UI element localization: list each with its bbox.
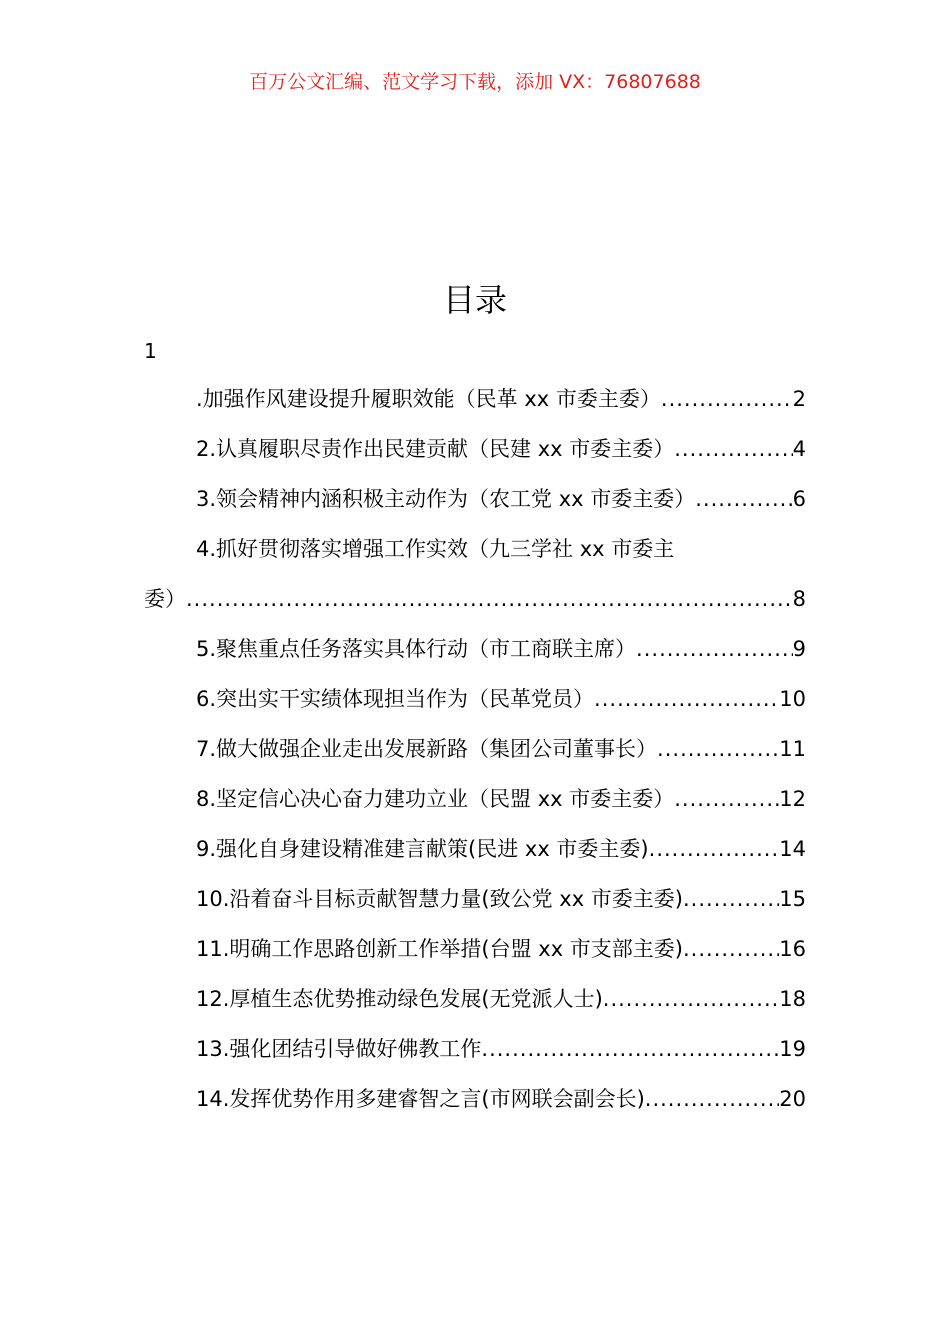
toc-entry-2[interactable] bbox=[144, 432, 806, 482]
toc-page-number: 6 bbox=[792, 487, 806, 511]
toc-entry-title: 2.认真履职尽责作出民建贡献（民建 xx 市委主委） bbox=[196, 437, 675, 461]
toc-page-number: 20 bbox=[779, 1087, 806, 1111]
toc-leader-dots bbox=[603, 982, 779, 1016]
toc-entry-title: 4.抓好贯彻落实增强工作实效（九三学社 xx 市委主 bbox=[196, 537, 675, 561]
toc-entry-title: 5.聚焦重点任务落实具体行动（市工商联主席） bbox=[196, 637, 637, 661]
toc-leader-dots bbox=[649, 832, 780, 866]
toc-leader-dots bbox=[186, 582, 793, 616]
toc-page-number: 19 bbox=[779, 1037, 806, 1061]
toc-leader-dots bbox=[674, 432, 792, 466]
toc-entry-7[interactable] bbox=[144, 732, 806, 782]
toc-leader-dots bbox=[636, 632, 793, 666]
toc-entry-8[interactable] bbox=[144, 782, 806, 832]
toc-entry-title: 10.沿着奋斗目标贡献智慧力量(致公党 xx 市委主委) bbox=[196, 887, 683, 911]
toc-page-number: 9 bbox=[792, 637, 806, 661]
toc-entry-title: 12.厚植生态优势推动绿色发展(无党派人士) bbox=[196, 987, 603, 1011]
toc-leader-dots bbox=[683, 882, 779, 916]
toc-leader-dots bbox=[657, 732, 779, 766]
toc-entry-1[interactable] bbox=[144, 382, 806, 432]
toc-page-number: 4 bbox=[792, 437, 806, 461]
toc-entry-title: 3.领会精神内涵积极主动作为（农工党 xx 市委主委） bbox=[196, 487, 696, 511]
page-title: 目录 bbox=[442, 281, 507, 319]
toc-leader-dots bbox=[683, 932, 779, 966]
toc-page-number: 2 bbox=[792, 387, 806, 411]
toc-entry-title: 11.明确工作思路创新工作举措(台盟 xx 市支部主委) bbox=[196, 937, 683, 961]
toc-page-number: 10 bbox=[779, 687, 806, 711]
toc-page-number: 8 bbox=[792, 587, 806, 611]
toc-entry-11[interactable] bbox=[144, 932, 806, 982]
toc-entry-4-line-1[interactable] bbox=[144, 532, 806, 582]
toc-entry-3[interactable] bbox=[144, 482, 806, 532]
toc-entry-title: .加强作风建设提升履职效能（民革 xx 市委主委） bbox=[196, 387, 661, 411]
toc-entry-6[interactable] bbox=[144, 682, 806, 732]
toc-leader-dots bbox=[695, 482, 792, 516]
toc-page-number: 12 bbox=[779, 787, 806, 811]
toc-entry-title: 9.强化自身建设精准建言献策(民进 xx 市委主委) bbox=[196, 837, 649, 861]
toc-page-number: 11 bbox=[779, 737, 806, 761]
toc-entry-title: 7.做大做强企业走出发展新路（集团公司董事长） bbox=[196, 737, 658, 761]
header-watermark-note: 百万公文汇编、范文学习下载，添加 VX：76807688 bbox=[249, 71, 701, 93]
section-number: 1 bbox=[144, 339, 157, 363]
toc-entry-12[interactable] bbox=[144, 982, 806, 1032]
toc-entry-title: 6.突出实干实绩体现担当作为（民革党员） bbox=[196, 687, 595, 711]
toc-page-number: 15 bbox=[779, 887, 806, 911]
toc-entry-13[interactable] bbox=[144, 1032, 806, 1082]
toc-entry-9[interactable] bbox=[144, 832, 806, 882]
toc-entry-14[interactable] bbox=[144, 1082, 806, 1132]
toc-entry-title: 13.强化团结引导做好佛教工作 bbox=[196, 1037, 482, 1061]
toc-entry-4-line-2[interactable] bbox=[144, 582, 806, 632]
toc-entry-title: 8.坚定信心决心奋力建功立业（民盟 xx 市委主委） bbox=[196, 787, 675, 811]
toc-leader-dots bbox=[481, 1032, 779, 1066]
toc-page-number: 14 bbox=[779, 837, 806, 861]
table-of-contents bbox=[144, 382, 806, 1132]
toc-page-number: 18 bbox=[779, 987, 806, 1011]
toc-page-number: 16 bbox=[779, 937, 806, 961]
toc-entry-5[interactable] bbox=[144, 632, 806, 682]
toc-leader-dots bbox=[645, 1082, 779, 1116]
toc-leader-dots bbox=[674, 782, 779, 816]
toc-entry-title-continued: 委） bbox=[144, 587, 186, 611]
toc-entry-title: 14.发挥优势作用多建睿智之言(市网联会副会长) bbox=[196, 1087, 645, 1111]
toc-leader-dots bbox=[594, 682, 779, 716]
toc-entry-10[interactable] bbox=[144, 882, 806, 932]
toc-leader-dots bbox=[661, 382, 793, 416]
